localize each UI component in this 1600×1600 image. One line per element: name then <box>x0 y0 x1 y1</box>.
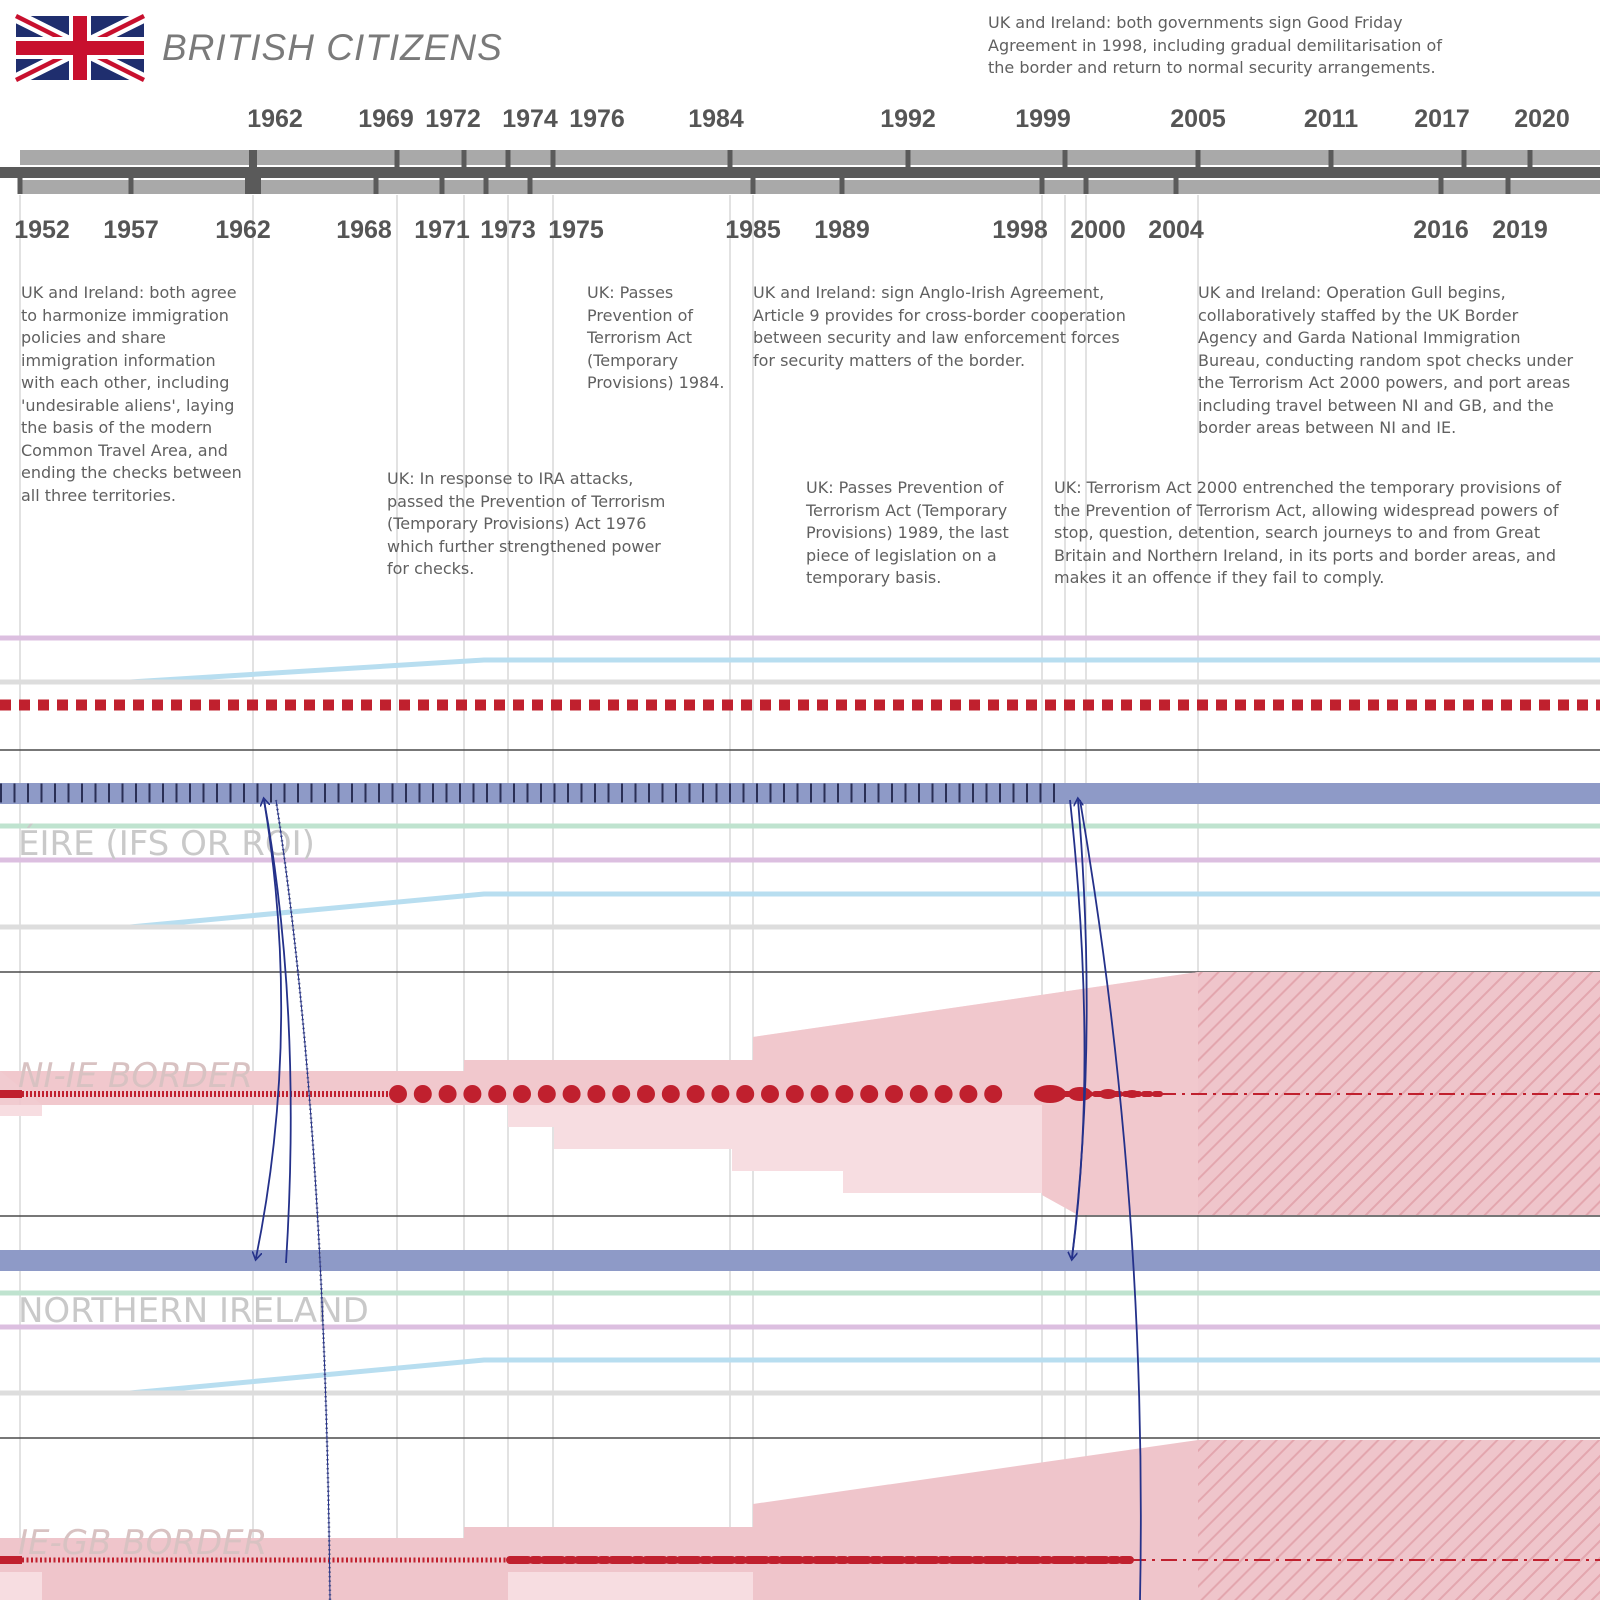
year-label-top: 1969 <box>358 105 414 133</box>
year-label-bottom: 1962 <box>215 216 271 244</box>
checkpoint-dot <box>612 1085 630 1103</box>
note-pta-1976: UK: In response to IRA attacks, passed the Prevention of Terrorism (Temporary Provisions) Act 1976 which further strengthened power for checks. <box>387 469 666 578</box>
year-label-top: 2020 <box>1514 105 1570 133</box>
year-label-bottom: 1975 <box>548 216 604 244</box>
checkpoint-dot <box>488 1085 506 1103</box>
axis-tick-top <box>1462 150 1467 168</box>
checkpoint-dot <box>860 1085 878 1103</box>
checkpoint-dot <box>587 1085 605 1103</box>
checkpoint-dot <box>959 1085 977 1103</box>
axis-tick-bottom <box>129 176 134 194</box>
checkpoint-dot <box>563 1085 581 1103</box>
checkpoint-dot <box>786 1085 804 1103</box>
axis-tick-top <box>1528 150 1533 168</box>
axis-tick-top <box>395 150 400 168</box>
year-label-bottom: 2000 <box>1070 216 1126 244</box>
checkpoint-dot <box>513 1085 531 1103</box>
year-label-bottom: 1998 <box>992 216 1048 244</box>
northern-ireland-band <box>0 1250 1600 1438</box>
axis-tick-top <box>906 150 911 168</box>
axis-tick-top <box>506 150 511 168</box>
checkpoint-dot <box>662 1085 680 1103</box>
checkpoint-dot <box>910 1085 928 1103</box>
axis-tick-top <box>728 150 733 168</box>
axis-tick-top <box>1329 150 1334 168</box>
region-label-eire: ÉIRE (IFS OR ROI) <box>18 824 315 864</box>
region-label-northern-ireland: NORTHERN IRELAND <box>18 1291 369 1331</box>
year-label-bottom: 1971 <box>414 216 470 244</box>
checkpoint-dot <box>984 1085 1002 1103</box>
year-label-top: 1974 <box>502 105 558 133</box>
region-label-ie-gb-border: IE-GB BORDER <box>18 1523 268 1563</box>
axis-tick-top <box>1063 150 1068 168</box>
axis-tick-bottom <box>245 176 261 194</box>
axis-tick-top <box>1196 150 1201 168</box>
year-label-bottom: 1985 <box>725 216 781 244</box>
union-jack-flag-icon <box>16 16 144 80</box>
axis-tick-bottom <box>1174 176 1179 194</box>
year-label-top: 1962 <box>247 105 303 133</box>
checkpoint-dot <box>687 1085 705 1103</box>
axis-tick-bottom <box>484 176 489 194</box>
axis-tick-bottom <box>1506 176 1511 194</box>
bottom-year-labels <box>14 216 1548 244</box>
axis-tick-bottom <box>1439 176 1444 194</box>
year-label-bottom: 2004 <box>1148 216 1204 244</box>
checkpoint-dot <box>637 1085 655 1103</box>
checkpoint-dot <box>835 1085 853 1103</box>
axis-tick-top <box>249 150 257 168</box>
year-label-top: 1976 <box>569 105 625 133</box>
year-label-bottom: 1989 <box>814 216 870 244</box>
year-label-bottom: 1952 <box>14 216 70 244</box>
checkpoint-dot <box>811 1085 829 1103</box>
year-label-top: 2005 <box>1170 105 1226 133</box>
axis-tick-top <box>551 150 556 168</box>
axis-tick-bottom <box>374 176 379 194</box>
year-label-top: 2011 <box>1303 105 1359 133</box>
note-good-friday-agreement: UK and Ireland: both governments sign Good Friday Agreement in 1998, including gradual demilitarisation of the border and return to normal security arrangements. <box>988 13 1442 77</box>
year-label-top: 1984 <box>688 105 744 133</box>
note-pta-1984: UK: Passes Prevention of Terrorism Act (Temporary Provisions) 1984. <box>587 283 725 392</box>
year-label-bottom: 2016 <box>1413 216 1469 244</box>
year-label-top: 1992 <box>880 105 936 133</box>
axis-tick-bottom <box>1040 176 1045 194</box>
checkpoint-dot <box>885 1085 903 1103</box>
checkpoint-dot <box>935 1085 953 1103</box>
note-terrorism-act-2000: UK: Terrorism Act 2000 entrenched the temporary provisions of the Prevention of Terrorism Act, allowing widespread powers of stop, question, detention, search journeys to and from Great Britain and Northern Ireland, in its ports and border areas, and makes it an offence if they fail to comply. <box>1054 478 1562 587</box>
axis-tick-bottom <box>840 176 845 194</box>
checkpoint-dot <box>389 1085 407 1103</box>
note-operation-gull: UK and Ireland: Operation Gull begins, collaboratively staffed by the UK Border Agency and Garda National Immigration Bureau, conducting random spot checks under the Terrorism Act 2000 powers, and port areas including travel between NI and GB, and the border areas between NI and IE. <box>1198 283 1574 437</box>
note-anglo-irish-agreement: UK and Ireland: sign Anglo-Irish Agreement, Article 9 provides for cross-border cooperation between security and law enforcement forces for security matters of the border. <box>753 283 1126 370</box>
axis-tick-bottom <box>751 176 756 194</box>
timeline-axis <box>0 150 1600 194</box>
axis-tick-bottom <box>1084 176 1089 194</box>
axis-tick-bottom <box>528 176 533 194</box>
checkpoint-dot <box>463 1085 481 1103</box>
page-title: BRITISH CITIZENS <box>162 27 503 68</box>
checkpoint-dot <box>736 1085 754 1103</box>
checkpoint-dot <box>711 1085 729 1103</box>
axis-tick-bottom <box>440 176 445 194</box>
checkpoint-dot <box>538 1085 556 1103</box>
gb-band <box>0 638 1600 750</box>
region-label-ni-ie-border: NI-IE BORDER <box>18 1056 254 1096</box>
year-label-top: 1999 <box>1015 105 1071 133</box>
year-label-bottom: 1968 <box>336 216 392 244</box>
note-pta-1989: UK: Passes Prevention of Terrorism Act (Temporary Provisions) 1989, the last piece of legislation on a temporary basis. <box>806 478 1009 587</box>
checkpoint-dot <box>414 1085 432 1103</box>
checkpoint-dot <box>439 1085 457 1103</box>
year-label-bottom: 1973 <box>480 216 536 244</box>
checkpoint-dot <box>761 1085 779 1103</box>
year-label-top: 2017 <box>1414 105 1470 133</box>
axis-tick-top <box>462 150 467 168</box>
note-common-travel-area-1952: UK and Ireland: both agree to harmonize immigration policies and share immigration information with each other, including 'undesirable aliens', laying the basis of the modern Common Travel Area, and ending the checks between all three territories. <box>21 283 242 505</box>
eire-band <box>0 783 1600 972</box>
checkpoint-dot <box>1034 1085 1066 1103</box>
year-label-bottom: 1957 <box>103 216 159 244</box>
top-year-labels <box>247 105 1570 133</box>
ie-gb-border-band <box>0 1440 1600 1600</box>
axis-tick-bottom <box>18 176 23 194</box>
year-label-top: 1972 <box>425 105 481 133</box>
year-label-bottom: 2019 <box>1492 216 1548 244</box>
